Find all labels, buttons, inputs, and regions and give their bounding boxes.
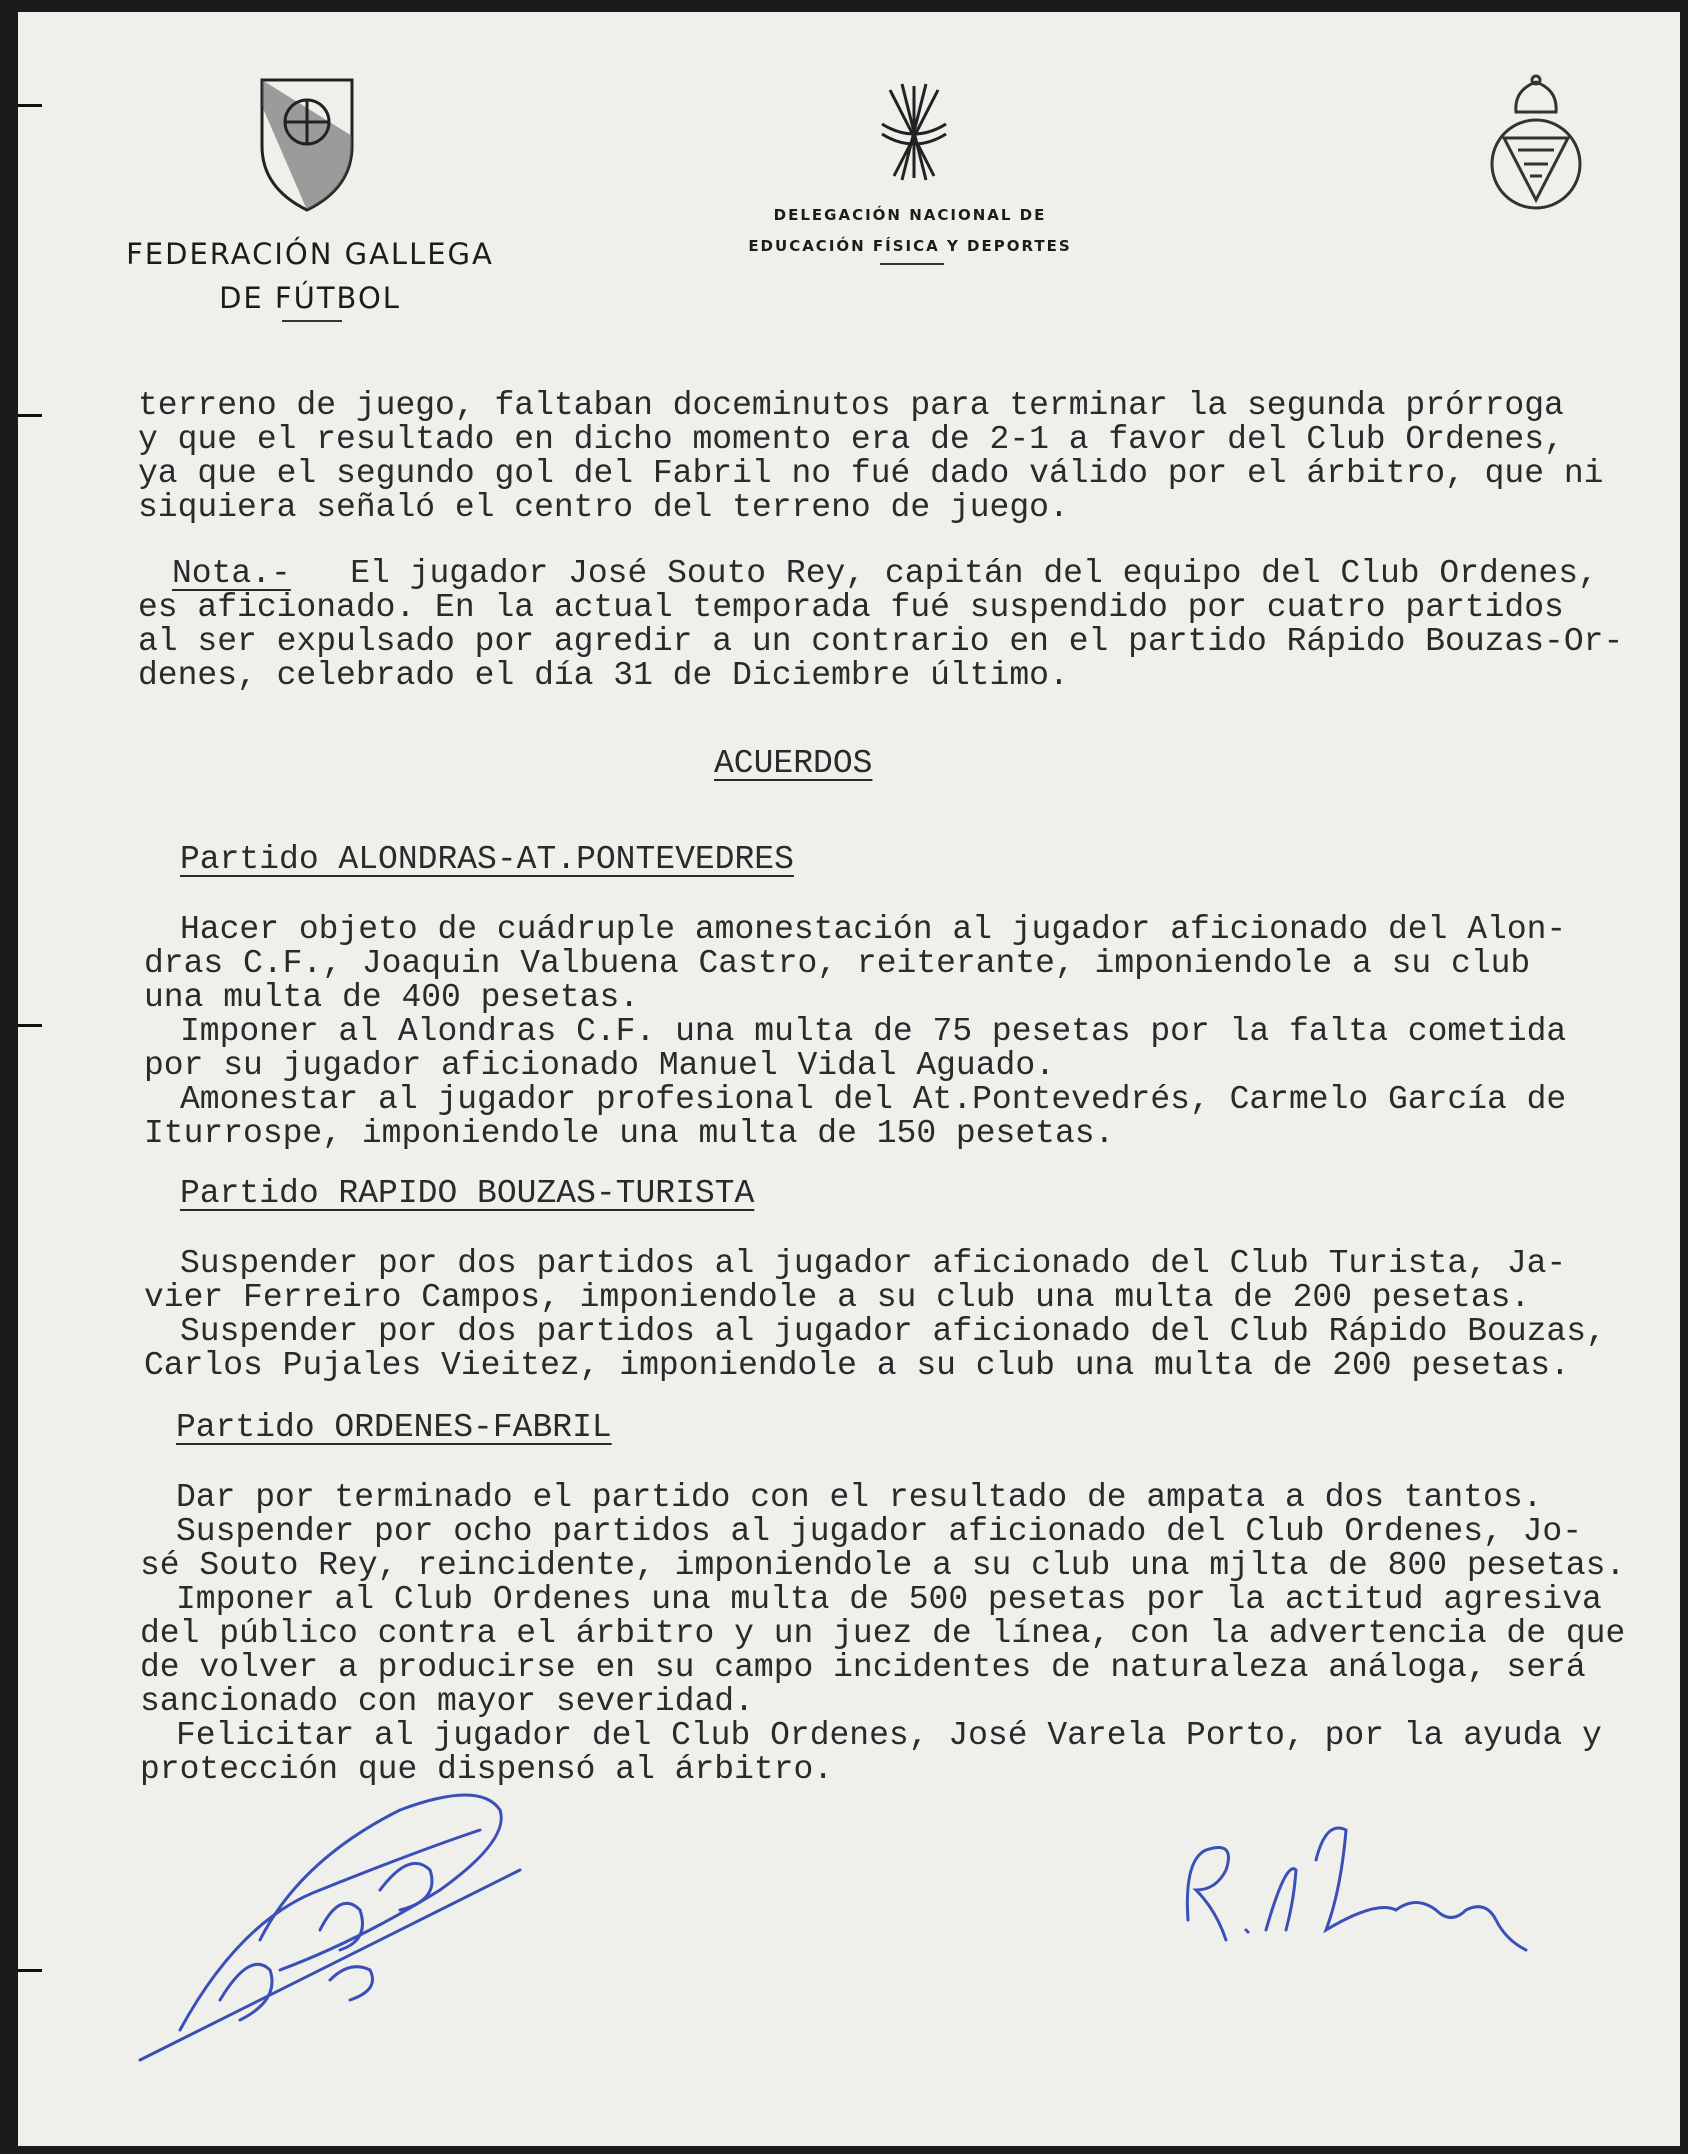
delegation-name bbox=[700, 200, 1120, 262]
football-federation-crest bbox=[1486, 72, 1586, 216]
delegation-name-line2: EDUCACIÓN FÍSICA Y DEPORTES bbox=[748, 237, 1072, 255]
binding-mark bbox=[18, 414, 42, 417]
match-line: Suspender por ocho partidos al jugador aficionado del Club Ordenes, Jo- bbox=[176, 1513, 1583, 1550]
match-line: Imponer al Alondras C.F. una multa de 75 pesetas por la falta cometida bbox=[180, 1013, 1567, 1050]
federation-name-line1: FEDERACIÓN GALLEGA bbox=[126, 237, 494, 271]
nota-text: El jugador José Souto Rey, capitán del equipo del Club Ordenes, bbox=[290, 555, 1598, 592]
match-title-alondras: Partido ALONDRAS-AT.PONTEVEDRES bbox=[180, 841, 794, 878]
match-title-ordenes-fabril: Partido ORDENES-FABRIL bbox=[176, 1409, 612, 1446]
nota-line: es aficionado. En la actual temporada fué suspendido por cuatro partidos bbox=[138, 589, 1564, 626]
match-line: Iturrospe, imponiendole una multa de 150 pesetas. bbox=[144, 1115, 1115, 1152]
nota-label: Nota.- bbox=[172, 555, 291, 592]
binding-mark bbox=[18, 1969, 42, 1972]
match-line: sancionado con mayor severidad. bbox=[140, 1683, 754, 1720]
match-line: Felicitar al jugador del Club Ordenes, José Varela Porto, por la ayuda y bbox=[176, 1717, 1602, 1754]
match-line: Hacer objeto de cuádruple amonestación al jugador aficionado del Alon- bbox=[180, 911, 1567, 948]
match-line: de volver a producirse en su campo incidentes de naturaleza análoga, será bbox=[140, 1649, 1586, 1686]
delegation-name-line1: DELEGACIÓN NACIONAL DE bbox=[773, 206, 1047, 224]
divider bbox=[880, 263, 944, 265]
match-line: Suspender por dos partidos al jugador aficionado del Club Rápido Bouzas, bbox=[180, 1313, 1606, 1350]
right-signature bbox=[1176, 1800, 1536, 1960]
nota-line: denes, celebrado el día 31 de Diciembre último. bbox=[138, 657, 1069, 694]
federation-shield-logo bbox=[258, 76, 356, 214]
yoke-arrows-emblem bbox=[876, 78, 952, 182]
binding-mark bbox=[18, 104, 42, 107]
paragraph-line: siquiera señaló el centro del terreno de juego. bbox=[138, 489, 1069, 526]
match-line: por su jugador aficionado Manuel Vidal Aguado. bbox=[144, 1047, 1055, 1084]
paragraph-line: y que el resultado en dicho momento era de 2-1 a favor del Club Ordenes, bbox=[138, 421, 1564, 458]
divider bbox=[282, 320, 342, 322]
federation-name-line2: DE FÚTBOL bbox=[219, 281, 401, 315]
binding-mark bbox=[18, 1024, 42, 1027]
match-line: Amonestar al jugador profesional del At.Pontevedrés, Carmelo García de bbox=[180, 1081, 1567, 1118]
nota-line: al ser expulsado por agredir a un contrario en el partido Rápido Bouzas-Or- bbox=[138, 623, 1624, 660]
paragraph-line: terreno de juego, faltaban doceminutos para terminar la segunda prórroga bbox=[138, 387, 1564, 424]
match-line: dras C.F., Joaquin Valbuena Castro, reiterante, imponiendole a su club bbox=[144, 945, 1531, 982]
match-line: vier Ferreiro Campos, imponiendole a su club una multa de 200 pesetas. bbox=[144, 1279, 1531, 1316]
match-line: una multa de 400 pesetas. bbox=[144, 979, 640, 1016]
nota-line bbox=[172, 556, 1598, 592]
match-line: Carlos Pujales Vieitez, imponiendole a su club una multa de 200 pesetas. bbox=[144, 1347, 1570, 1384]
match-line: Dar por terminado el partido con el resultado de ampata a dos tantos. bbox=[176, 1479, 1543, 1516]
match-line: del público contra el árbitro y un juez de línea, con la advertencia de que bbox=[140, 1615, 1626, 1652]
match-line: protección que dispensó al árbitro. bbox=[140, 1751, 834, 1788]
federation-name bbox=[110, 232, 510, 320]
acuerdos-title: ACUERDOS bbox=[714, 745, 873, 782]
paragraph-line: ya que el segundo gol del Fabril no fué dado válido por el árbitro, que ni bbox=[138, 455, 1604, 492]
match-line: Suspender por dos partidos al jugador aficionado del Club Turista, Ja- bbox=[180, 1245, 1567, 1282]
match-line: sé Souto Rey, reincidente, imponiendole a su club una mjlta de 800 pesetas. bbox=[140, 1547, 1626, 1584]
left-signature bbox=[120, 1770, 540, 2070]
match-title-rapido-bouzas: Partido RAPIDO BOUZAS-TURISTA bbox=[180, 1175, 755, 1212]
match-line: Imponer al Club Ordenes una multa de 500 pesetas por la actitud agresiva bbox=[176, 1581, 1602, 1618]
